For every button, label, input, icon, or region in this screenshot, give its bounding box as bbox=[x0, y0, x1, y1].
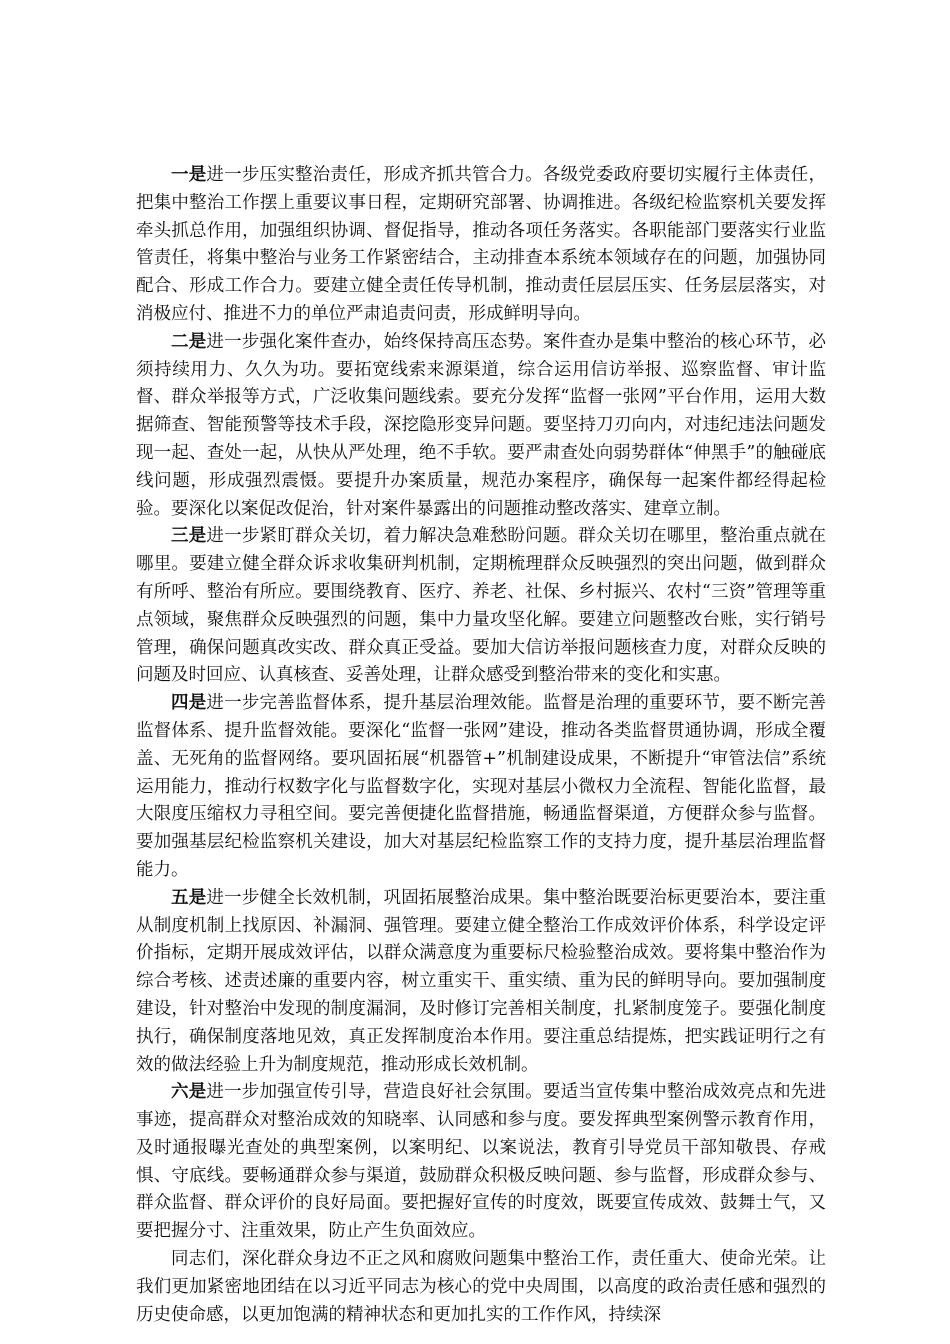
paragraph-4-lead: 四是 bbox=[171, 693, 207, 714]
paragraph-1-text: 进一步压实整治责任，形成齐抓共管合力。各级党委政府要切实履行主体责任，把集中整治工作摆上重要议事日程，定期研究部署、协调推进。各级纪检监察机关要发挥牵头抓总作用，加强组织协调、督促指导，推动各项任务落实。各职能部门要落实行业监管责任，将集中整治与业务工作紧密结合，主动排查本系统本领域存在的问题，加强协同配合、形成工作合力。要建立健全责任传导机制，推动责任层层压实、任务层层落实，对消极应付、推进不力的单位严肃追责问责，形成鲜明导向。 bbox=[136, 165, 827, 324]
paragraph-4-text: 进一步完善监督体系，提升基层治理效能。监督是治理的重要环节，要不断完善监督体系、提升监督效能。要深化“监督一张网”建设，推动各类监督贯通协调，形成全覆盖、无死角的监督网络。要巩固拓展“机器管+”机制建设成果，不断提升“审管法信”系统运用能力，推动行权数字化与监督数字化，实现对基层小微权力全流程、智能化监督，最大限度压缩权力寻租空间。要完善便捷化监督措施，畅通监督渠道，方便群众参与监督。要加强基层纪检监察机关建设，加大对基层纪检监察工作的支持力度，提升基层治理监督能力。 bbox=[136, 693, 827, 880]
paragraph-3 bbox=[136, 523, 826, 690]
paragraph-5-text: 进一步健全长效机制，巩固拓展整治成果。集中整治既要治标更要治本，要注重从制度机制上找原因、补漏洞、强管理。要建立健全整治工作成效评价体系，科学设定评价指标，定期开展成效评估，以群众满意度为重要标尺检验整治成效。要将集中整治作为综合考核、述责述廉的重要内容，树立重实干、重实绩、重为民的鲜明导向。要加强制度建设，针对整治中发现的制度漏洞，及时修订完善相关制度，扎紧制度笼子。要强化制度执行，确保制度落地见效，真正发挥制度治本作用。要注重总结提炼，把实践证明行之有效的做法经验上升为制度规范，推动形成长效机制。 bbox=[136, 887, 827, 1075]
paragraph-7-text: 同志们，深化群众身边不正之风和腐败问题集中整治工作，责任重大、使命光荣。让我们更加紧密地团结在以习近平同志为核心的党中央周围，以高度的政治责任感和强烈的历史使命感，以更加饱满的精神状态和更加扎实的工作作风，持续深 bbox=[136, 1249, 826, 1325]
paragraph-2-lead: 二是 bbox=[171, 331, 207, 352]
paragraph-6-lead: 六是 bbox=[171, 1082, 207, 1103]
paragraph-1 bbox=[136, 162, 826, 329]
paragraph-2-text: 进一步强化案件查办，始终保持高压态势。案件查办是集中整治的核心环节，必须持续用力、久久为功。要拓宽线索来源渠道，综合运用信访举报、巡察监督、审计监督、群众举报等方式，广泛收集问题线索。要充分发挥“监督一张网”平台作用，运用大数据筛查、智能预警等技术手段，深挖隐形变异问题。要坚持刀刃向内，对违纪违法问题发现一起、查处一起，从快从严处理，绝不手软。要严肃查处向弱势群体“伸黑手”的触碰底线问题，形成强烈震慑。要提升办案质量，规范办案程序，确保每一起案件都经得起检验。要深化以案促改促治，针对案件暴露出的问题推动整改落实、建章立制。 bbox=[136, 331, 827, 519]
paragraph-3-text: 进一步紧盯群众关切，着力解决急难愁盼问题。群众关切在哪里，整治重点就在哪里。要建立健全群众诉求收集研判机制，定期梳理群众反映强烈的突出问题，做到群众有所呼、整治有所应。要围绕教育、医疗、养老、社保、乡村振兴、农村“三资”管理等重点领域，聚焦群众反映强烈的问题，集中力量攻坚化解。要建立问题整改台账，实行销号管理，确保问题真改实改、群众真正受益。要加大信访举报问题核查力度，对群众反映的问题及时回应、认真核查、妥善处理，让群众感受到整治带来的变化和实惠。 bbox=[136, 526, 827, 686]
paragraph-5 bbox=[136, 885, 826, 1080]
paragraph-1-lead: 一是 bbox=[171, 165, 207, 185]
paragraph-3-lead: 三是 bbox=[171, 526, 207, 547]
paragraph-4 bbox=[136, 690, 826, 885]
paragraph-6-text: 进一步加强宣传引导，营造良好社会氛围。要适当宣传集中整治成效亮点和先进事迹，提高群众对整治成效的知晓率、认同感和参与度。要发挥典型案例警示教育作用，及时通报曝光查处的典型案例，以案明纪、以案说法，教育引导党员干部知敬畏、存戒惧、守底线。要畅通群众参与渠道，鼓励群众积极反映问题、参与监督，形成群众参与、群众监督、群众评价的良好局面。要把握好宣传的时度效，既要宣传成效、鼓舞士气，又要把握分寸、注重效果，防止产生负面效应。 bbox=[136, 1082, 827, 1242]
paragraph-6 bbox=[136, 1079, 826, 1246]
paragraph-7 bbox=[136, 1246, 826, 1329]
paragraph-5-lead: 五是 bbox=[171, 887, 207, 908]
document-page bbox=[136, 162, 826, 1329]
paragraph-2 bbox=[136, 329, 826, 524]
